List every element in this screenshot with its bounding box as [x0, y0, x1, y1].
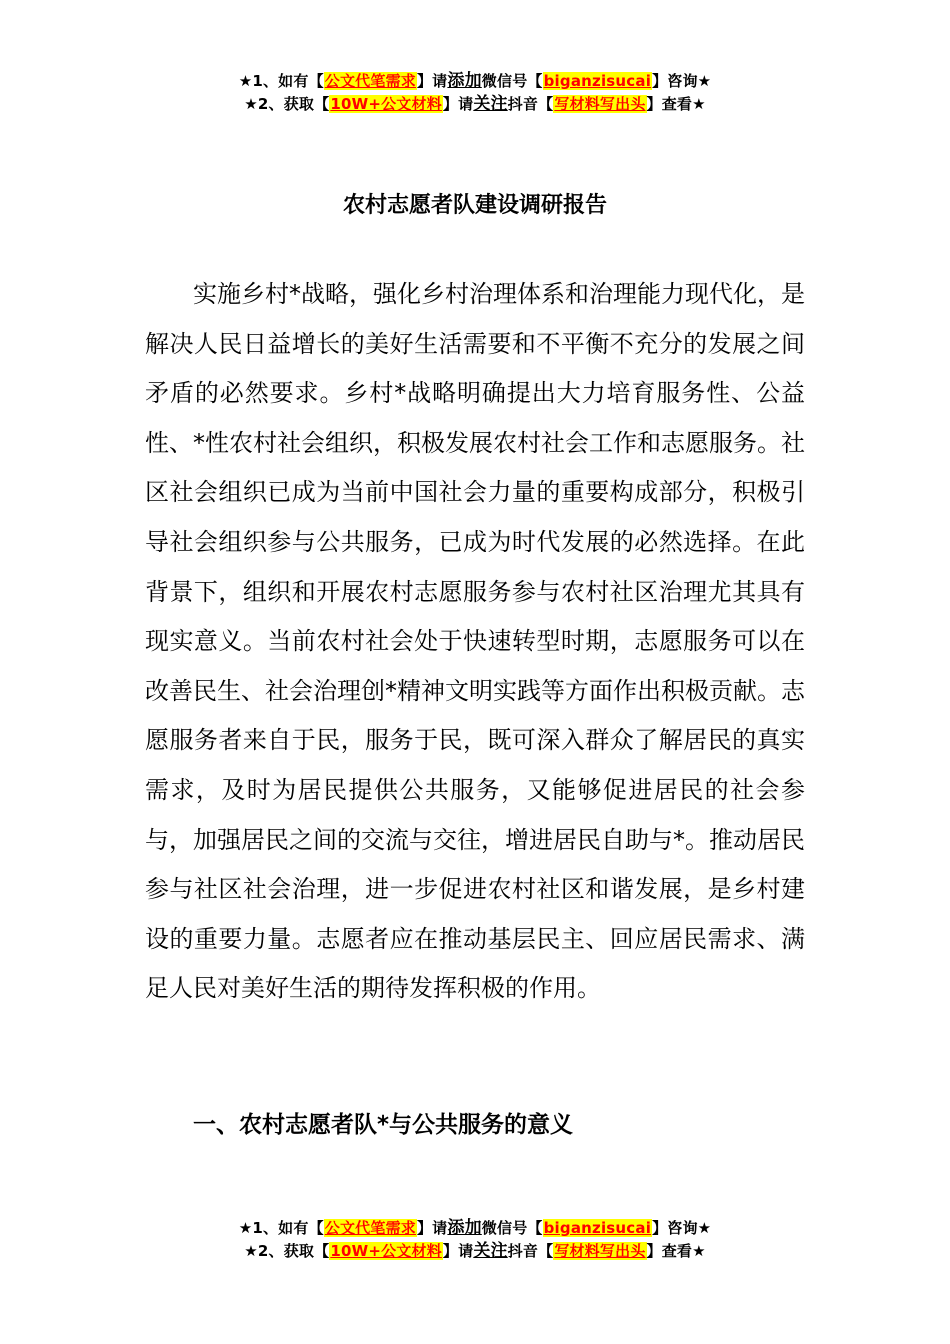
- banner-text: 】请: [442, 1242, 474, 1260]
- highlight-douyin-account: 写材料写出头: [554, 95, 646, 113]
- emphasis-add: 添加: [447, 1218, 482, 1238]
- banner-line-1: [0, 70, 950, 93]
- banner-text: ★2、获取【: [244, 95, 330, 113]
- highlight-wechat-id: biganzisucai: [543, 1219, 652, 1237]
- banner-text: 】请: [442, 95, 474, 113]
- footer-banner: [0, 1217, 950, 1263]
- banner-text: 抖音【: [507, 95, 554, 113]
- document-title: 农村志愿者队建设调研报告: [342, 193, 607, 218]
- banner-line-2: [0, 93, 950, 116]
- banner-line-2: [0, 1240, 950, 1263]
- banner-text: 】查看★: [646, 1242, 706, 1260]
- highlight-douyin-account: 写材料写出头: [554, 1242, 646, 1260]
- banner-text: 】咨询★: [652, 72, 712, 90]
- highlight-materials: 10W+公文材料: [330, 95, 442, 113]
- banner-text: 抖音【: [507, 1242, 554, 1260]
- banner-text: 】咨询★: [652, 1219, 712, 1237]
- banner-text: ★1、如有【: [238, 1219, 324, 1237]
- banner-text: 微信号【: [481, 72, 543, 90]
- banner-text: ★2、获取【: [244, 1242, 330, 1260]
- banner-text: 】请: [416, 72, 448, 90]
- section-heading: 一、农村志愿者队*与公共服务的意义: [193, 1112, 574, 1138]
- banner-text: 微信号【: [481, 1219, 543, 1237]
- header-banner: [0, 70, 950, 116]
- banner-text: ★1、如有【: [238, 72, 324, 90]
- emphasis-follow: 关注: [473, 94, 508, 114]
- emphasis-add: 添加: [447, 71, 482, 91]
- banner-line-1: [0, 1217, 950, 1240]
- highlight-wechat-id: biganzisucai: [543, 72, 652, 90]
- emphasis-follow: 关注: [473, 1241, 508, 1261]
- banner-text: 】请: [416, 1219, 448, 1237]
- banner-text: 】查看★: [646, 95, 706, 113]
- highlight-service: 公文代笔需求: [324, 72, 416, 90]
- highlight-materials: 10W+公文材料: [330, 1242, 442, 1260]
- highlight-service: 公文代笔需求: [324, 1219, 416, 1237]
- body-paragraph: 实施乡村*战略，强化乡村治理体系和治理能力现代化，是解决人民日益增长的美好生活需要和不平衡不充分的发展之间矛盾的必然要求。乡村*战略明确提出大力培育服务性、公益性、*性农村社会组织，积极发展农村社会工作和志愿服务。社区社会组织已成为当前中国社会力量的重要构成部分，积极引导社会组织参与公共服务，已成为时代发展的必然选择。在此背景下，组织和开展农村志愿服务参与农村社区治理尤其具有现实意义。当前农村社会处于快速转型时期，志愿服务可以在改善民生、社会治理创*精神文明实践等方面作出积极贡献。志愿服务者来自于民，服务于民，既可深入群众了解居民的真实需求，及时为居民提供公共服务，又能够促进居民的社会参与，加强居民之间的交流与交往，增进居民自助与*。推动居民参与社区社会治理，进一步促进农村社区和谐发展，是乡村建设的重要力量。志愿者应在推动基层民主、回应居民需求、满足人民对美好生活的期待发挥积极的作用。: [145, 280, 805, 1003]
